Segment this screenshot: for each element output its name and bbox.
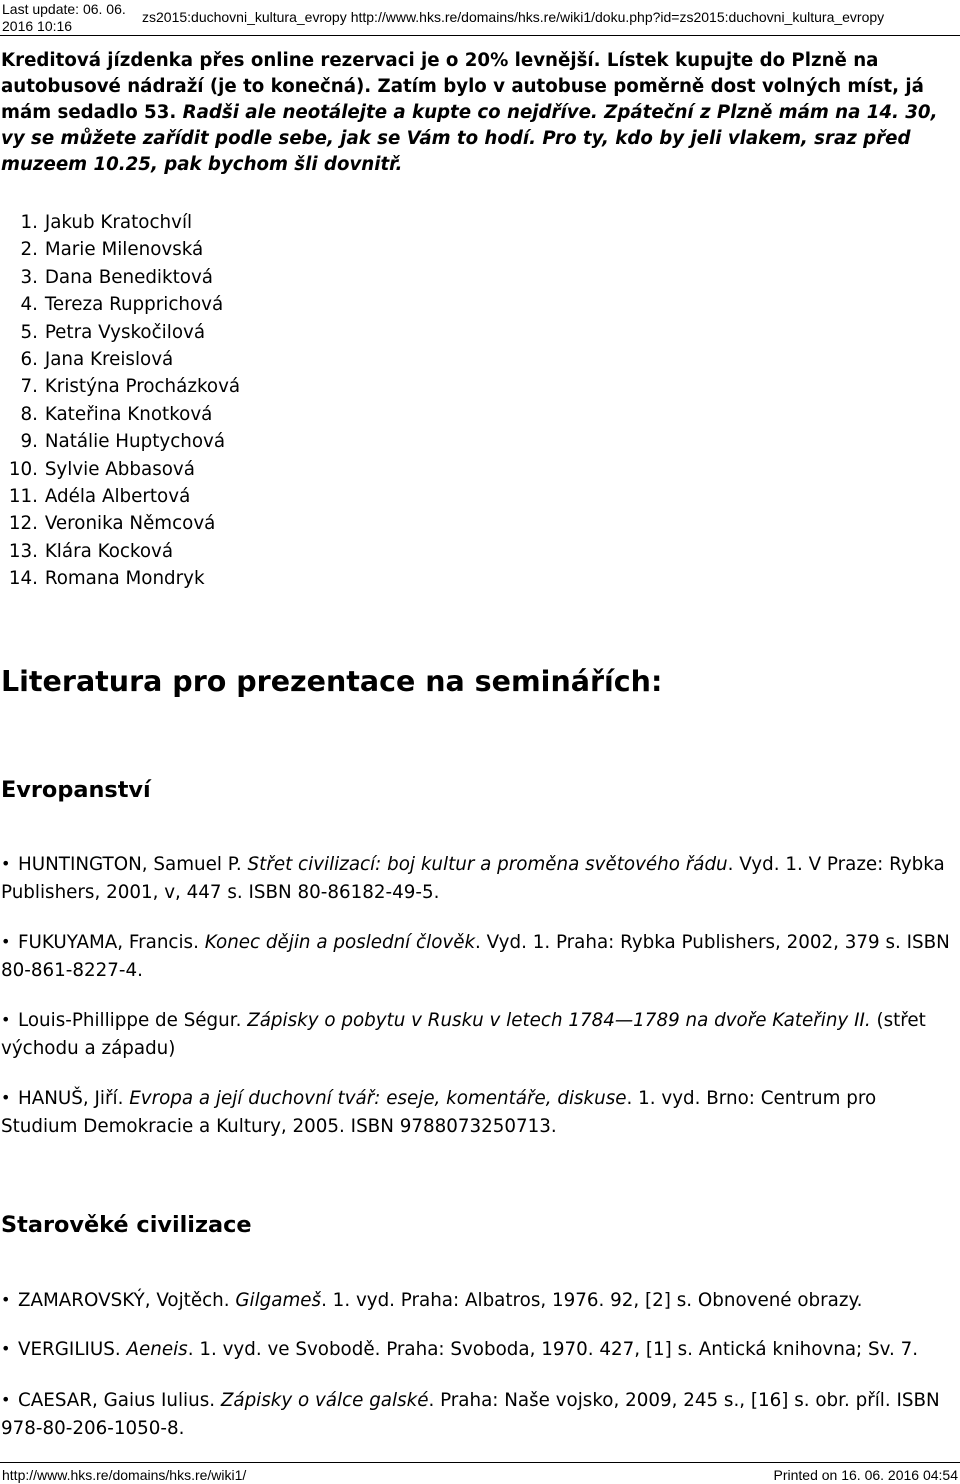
bullet-icon: •	[1, 1088, 11, 1107]
list-item: 3. Dana Benediktová	[20, 266, 213, 288]
bib-entry: • FUKUYAMA, Francis. Konec dějin a poslední člověk. Vyd. 1. Praha: Rybka Publishers, 2002, 379 s. ISBN 80-861-8227-4.	[1, 928, 956, 984]
intro-text: Kreditová jízdenka přes online rezervaci je o 20% levnější. Lístek kupujte do Plzně na autobusové nádraží (je to konečná). Zatím bylo v autobuse poměrně dost volných míst, já mám sedadlo 53.	[1, 50, 924, 123]
bullet-icon: •	[1, 854, 11, 873]
list-item: 12. Veronika Němcová	[8, 513, 216, 535]
list-item: 5. Petra Vyskočilová	[20, 321, 206, 343]
page-header	[0, 0, 960, 36]
list-item: 4. Tereza Rupprichová	[20, 294, 224, 316]
list-item: 2. Marie Milenovská	[20, 239, 204, 261]
intro-paragraph	[1, 48, 951, 178]
bib-entry: • CAESAR, Gaius Iulius. Zápisky o válce galské. Praha: Naše vojsko, 2009, 245 s., [16] s. obr. příl. ISBN 978-80-206-1050-8.	[1, 1386, 956, 1442]
list-item: 6. Jana Kreislová	[20, 349, 174, 371]
list-item: 9. Natálie Huptychová	[20, 431, 226, 453]
bib-entry: • VERGILIUS. Aeneis. 1. vyd. ve Svobodě. Praha: Svoboda, 1970. 427, [1] s. Antická knihovna; Sv. 7.	[1, 1335, 956, 1364]
page-url[interactable]: http://www.hks.re/domains/hks.re/wiki1/doku.php?id=zs2015:duchovni_kultura_evropy	[350, 9, 885, 25]
bullet-icon: •	[1, 1339, 11, 1358]
bib-entry: • ZAMAROVSKÝ, Vojtěch. Gilgameš. 1. vyd. Praha: Albatros, 1976. 92, [2] s. Obnovené obrazy.	[1, 1286, 956, 1315]
intro-italic-text: Radši ale neotálejte a kupte co nejdříve. Zpáteční z Plzně mám na 14. 30, vy se můžete zařídit podle sebe, jak se Vám to hodí. Pro ty, kdo by jeli vlakem, sraz před muzeem 10.25, pak bychom šli dovnitř.	[1, 102, 938, 175]
page-footer	[0, 1462, 960, 1483]
page-id: zs2015:duchovni_kultura_evropy	[142, 9, 347, 25]
section-heading-ancient: Starověké civilizace	[1, 1212, 252, 1238]
bullet-icon: •	[1, 1290, 11, 1309]
footer-url[interactable]: http://www.hks.re/domains/hks.re/wiki1/	[2, 1467, 247, 1483]
bullet-icon: •	[1, 1390, 11, 1409]
list-item: 11. Adéla Albertová	[8, 486, 191, 508]
bib-entry: • HUNTINGTON, Samuel P. Střet civilizací: boj kultur a proměna světového řádu. Vyd. 1. V Praze: Rybka Publishers, 2001, v, 447 s. ISBN 80-86182-49-5.	[1, 850, 956, 906]
page-id-line	[142, 9, 884, 26]
bullet-icon: •	[1, 932, 11, 951]
participant-list	[0, 209, 240, 593]
printed-date: Printed on 16. 06. 2016 04:54	[773, 1467, 958, 1483]
literature-heading: Literatura pro prezentace na seminářích:	[1, 665, 663, 698]
section-heading-europe: Evropanství	[1, 777, 151, 803]
list-item: 14. Romana Mondryk	[8, 568, 205, 590]
bullet-icon: •	[1, 1010, 11, 1029]
list-item: 13. Klára Kocková	[8, 540, 174, 562]
list-item: 1. Jakub Kratochvíl	[20, 212, 193, 233]
list-item: 7. Kristýna Procházková	[20, 376, 241, 398]
list-item: 8. Kateřina Knotková	[20, 403, 213, 425]
last-update: Last update: 06. 06. 2016 10:16	[2, 1, 126, 34]
bib-entry: • HANUŠ, Jiří. Evropa a její duchovní tvář: eseje, komentáře, diskuse. 1. vyd. Brno: Centrum pro Studium Demokracie a Kultury, 2005. ISBN 9788073250713.	[1, 1084, 956, 1140]
bib-entry: • Louis-Phillippe de Ségur. Zápisky o pobytu v Rusku v letech 1784—1789 na dvoře Kateřiny II. (střet východu a západu)	[1, 1006, 956, 1062]
list-item: 10. Sylvie Abbasová	[8, 458, 195, 480]
